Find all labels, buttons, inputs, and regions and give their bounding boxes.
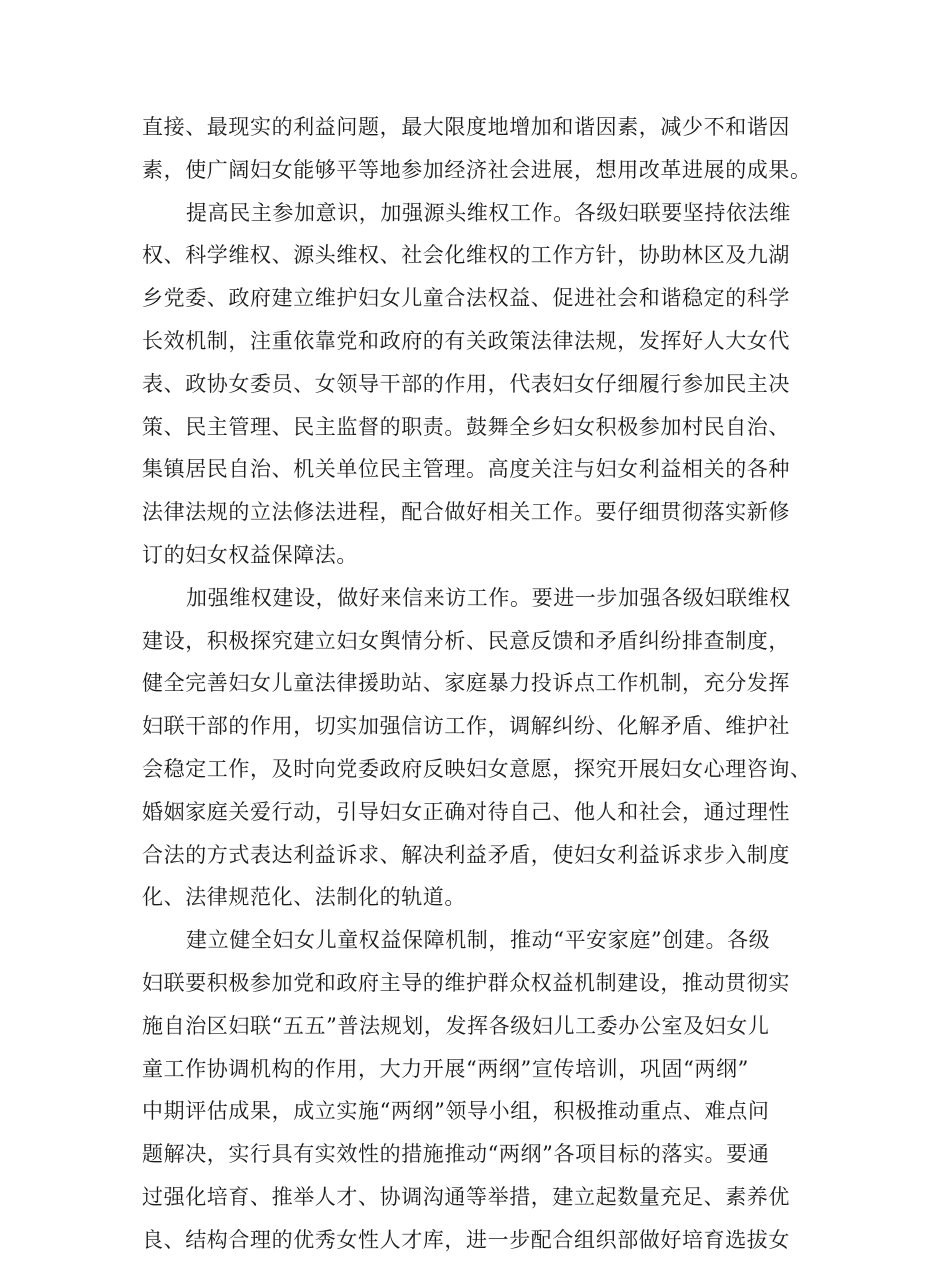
paragraph-4-line-2: 妇联要积极参加党和政府主导的维护群众权益机制建设，推动贯彻实 [142,970,790,995]
paragraph-1-line-1: 直接、最现实的利益问题，最大限度地增加和谐因素，减少不和谐因 [142,115,790,139]
paragraph-3-line-8: 化、法律规范化、法制化的轨道。 [142,885,466,910]
paragraph-3-line-2: 建设，积极探究建立妇女舆情分析、民意反馈和矛盾纠纷排查制度， [142,628,790,653]
paragraph-2-line-4: 长效机制，注重依靠党和政府的有关政策法律法规，发挥好人大女代 [142,328,790,353]
paragraph-4-line-5: 中期评估成果，成立实施“两纲”领导小组，积极推动重点、难点问 [142,1099,770,1124]
paragraph-2-line-6: 策、民主管理、民主监督的职责。鼓舞全乡妇女积极参加村民自治、 [142,414,790,439]
paragraph-2-line-7: 集镇居民自治、机关单位民主管理。高度关注与妇女利益相关的各种 [142,457,790,482]
paragraph-3-line-1: 加强维权建设，做好来信来访工作。要进一步加强各级妇联维权 [186,585,791,610]
paragraph-3-line-3: 健全完善妇女儿童法律援助站、家庭暴力投诉点工作机制，充分发挥 [142,671,790,696]
paragraph-1-line-2: 素，使广阔妇女能够平等地参加经济社会进展，想用改革进展的成果。 [142,157,812,182]
paragraph-4-line-3: 施自治区妇联“五五”普法规划，发挥各级妇儿工委办公室及妇女儿 [142,1013,770,1038]
paragraph-4-line-8: 良、结构合理的优秀女性人才库，进一步配合组织部做好培育选拔女 [142,1227,790,1252]
paragraph-3-line-6: 婚姻家庭关爱行动，引导妇女正确对待自己、他人和社会，通过理性 [142,799,790,824]
paragraph-2-line-2: 权、科学维权、源头维权、社会化维权的工作方针，协助林区及九湖 [142,243,790,268]
paragraph-2-line-9: 订的妇女权益保障法。 [142,542,358,567]
paragraph-4-line-1: 建立健全妇女儿童权益保障机制，推动“平安家庭”创建。各级 [186,928,771,953]
paragraph-2-line-8: 法律法规的立法修法进程，配合做好相关工作。要仔细贯彻落实新修 [142,500,790,525]
paragraph-2-line-5: 表、政协女委员、女领导干部的作用，代表妇女仔细履行参加民主决 [142,371,790,396]
paragraph-3-line-4: 妇联干部的作用，切实加强信访工作，调解纠纷、化解矛盾、维护社 [142,714,790,739]
paragraph-3-line-7: 合法的方式表达利益诉求、解决利益矛盾，使妇女利益诉求步入制度 [142,842,790,867]
paragraph-4-line-4: 童工作协调机构的作用，大力开展“两纲”宣传培训，巩固“两纲” [142,1056,749,1081]
paragraph-2-line-1: 提高民主参加意识，加强源头维权工作。各级妇联要坚持依法维 [186,200,791,225]
paragraph-4-line-7: 过强化培育、推举人才、协调沟通等举措，建立起数量充足、素养优 [142,1184,790,1209]
paragraph-3-line-5: 会稳定工作，及时向党委政府反映妇女意愿，探究开展妇女心理咨询、 [142,756,812,781]
paragraph-2-line-3: 乡党委、政府建立维护妇女儿童合法权益、促进社会和谐稳定的科学 [142,286,790,311]
paragraph-4-line-6: 题解决，实行具有实效性的措施推动“两纲”各项目标的落实。要通 [142,1142,770,1167]
document-body [142,106,812,1262]
